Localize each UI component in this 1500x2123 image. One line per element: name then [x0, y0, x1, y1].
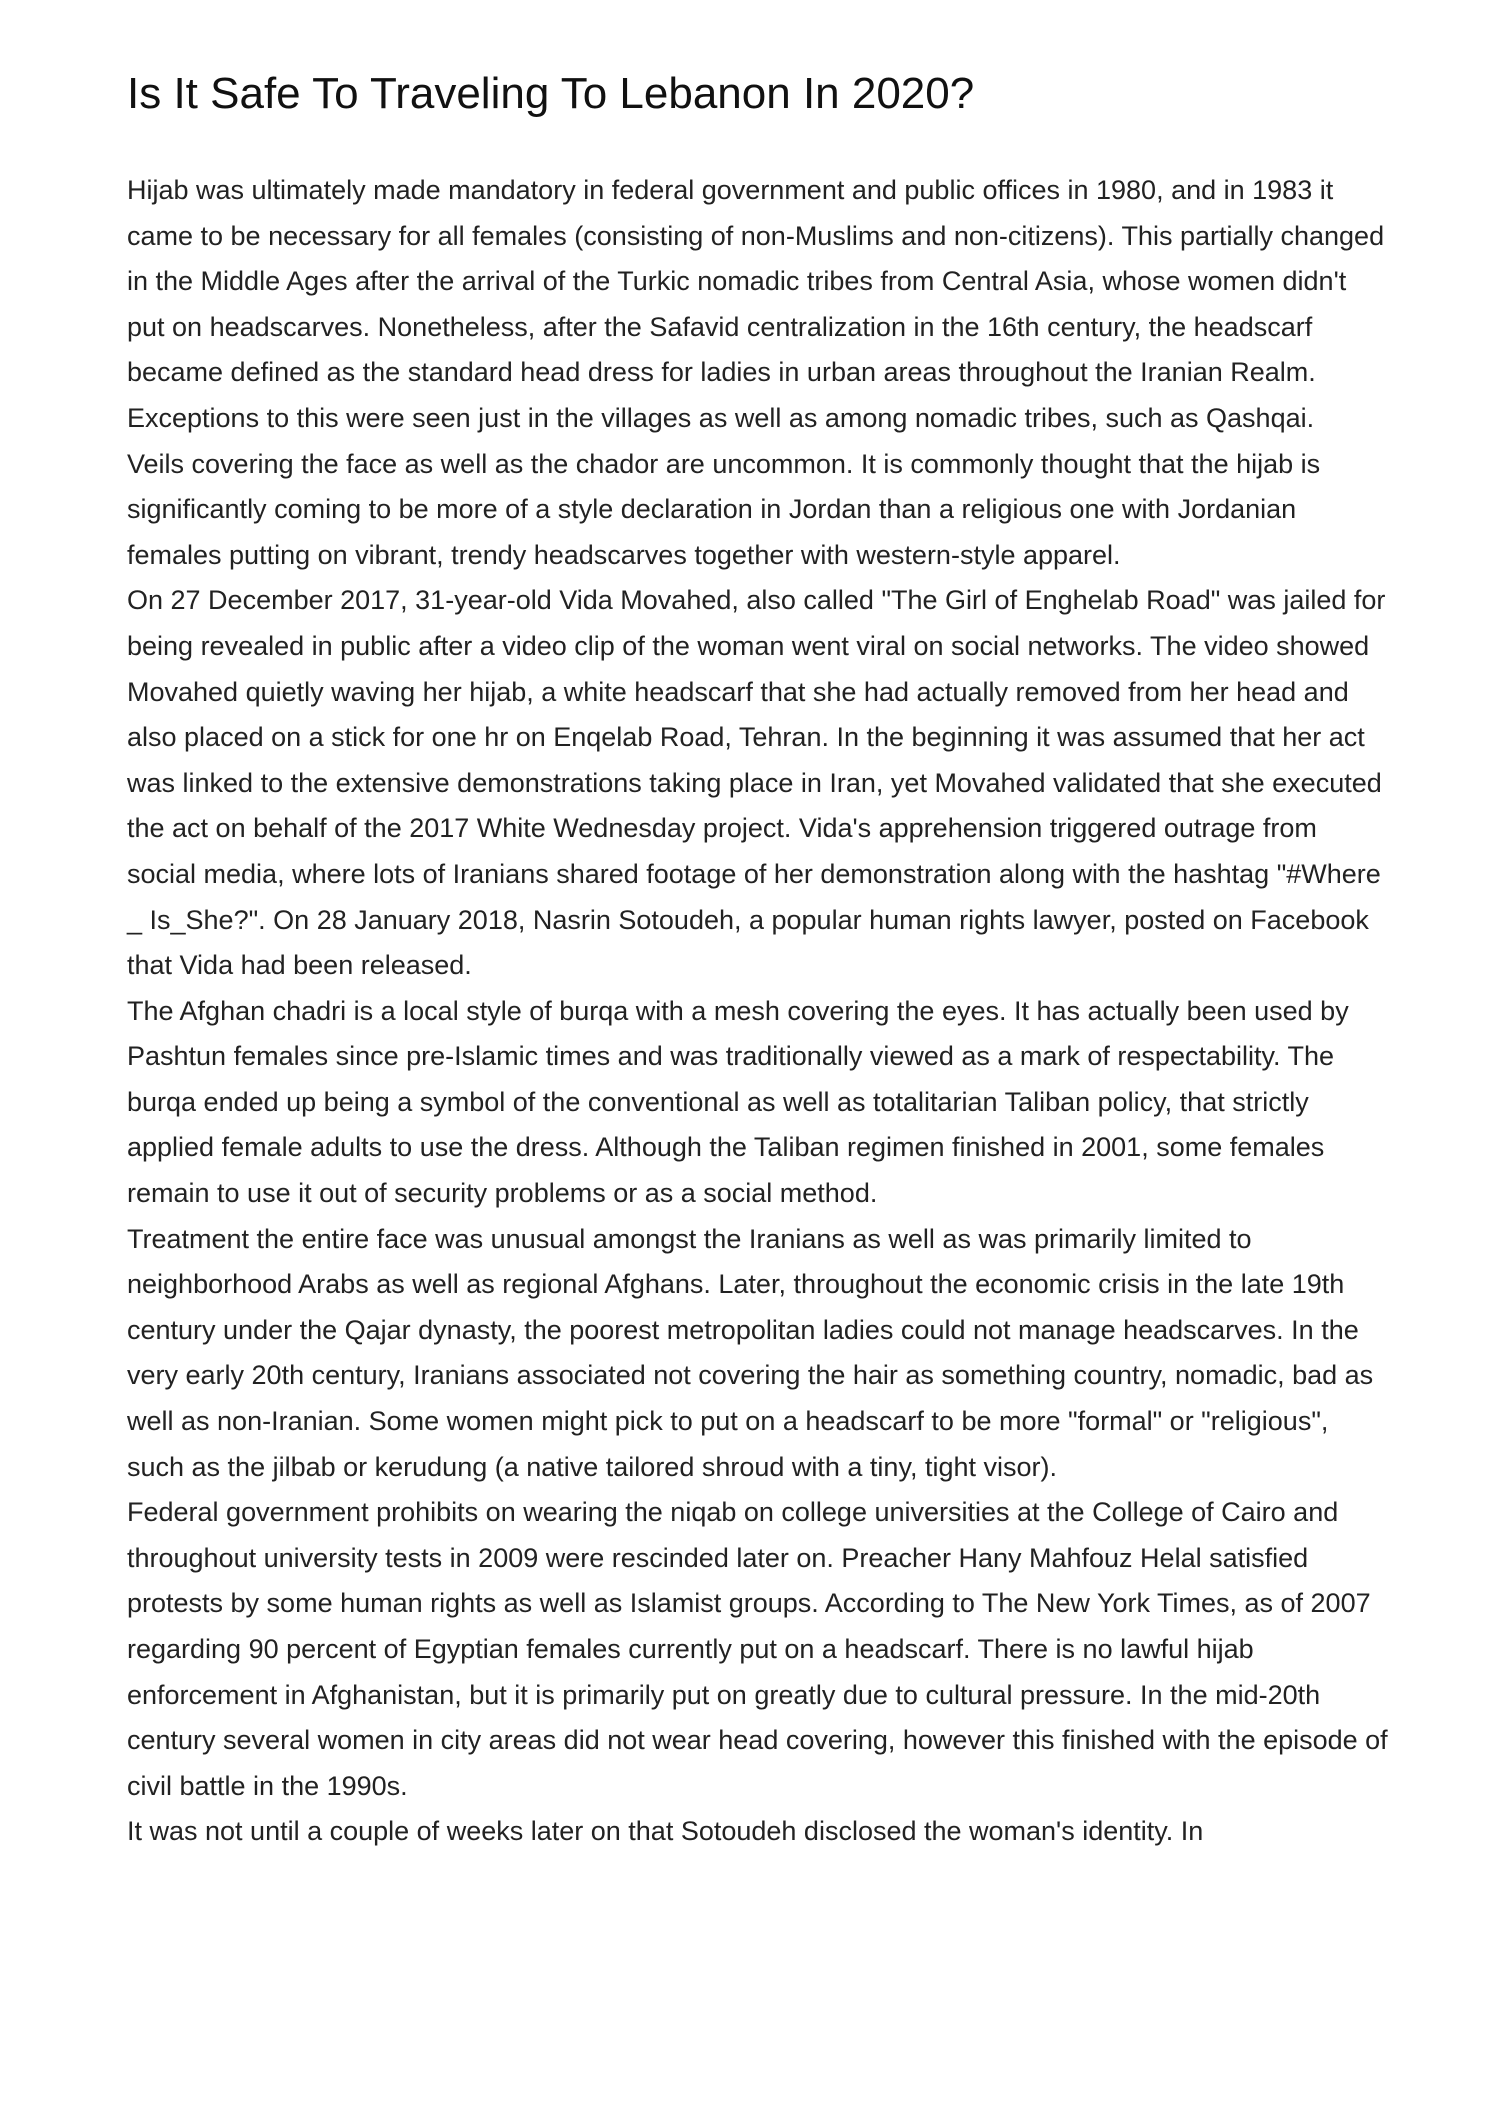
paragraph: Federal government prohibits on wearing the niqab on college universities at the College of Cairo and throughout university tests in 2009 were rescinded later on. Preacher Hany Mahfouz Helal satisfied protests by some human rights as well as Islamist groups. According to The New York Times, as of 2007 regarding 90 percent of Egyptian females currently put on a headscarf. There is no lawful hijab enforcement in Afghanistan, but it is primarily put on greatly due to cultural pressure. In the mid-20th century several women in city areas did not wear head covering, however this finished with the episode of civil battle in the 1990s. [127, 1497, 1388, 1801]
paragraph: On 27 December 2017, 31-year-old Vida Movahed, also called "The Girl of Enghelab Road" was jailed for being revealed in public after a video clip of the woman went viral on social networks. The video showed Movahed quietly waving her hijab, a white headscarf that she had actually removed from her head and also placed on a stick for one hr on Enqelab Road, Tehran. In the beginning it was assumed that her act was linked to the extensive demonstrations taking place in Iran, yet Movahed validated that she executed the act on behalf of the 2017 White Wednesday project. Vida's apprehension triggered outrage from social media, where lots of Iranians shared footage of her demonstration along with the hashtag "#Where _ Is_She?". On 28 January 2018, Nasrin Sotoudeh, a popular human rights lawyer, posted on Facebook that Vida had been released. [127, 585, 1386, 981]
paragraph: It was not until a couple of weeks later on that Sotoudeh disclosed the woman's identity. In [127, 1816, 1204, 1847]
article-body [127, 168, 1390, 1855]
paragraph: Treatment the entire face was unusual amongst the Iranians as well as was primarily limited to neighborhood Arabs as well as regional Afghans. Later, throughout the economic crisis in the late 19th century under the Qajar dynasty, the poorest metropolitan ladies could not manage headscarves. In the very early 20th century, Iranians associated not covering the hair as something country, nomadic, bad as well as non-Iranian. Some women might pick to put on a headscarf to be more "formal" or "religious", such as the jilbab or kerudung (a native tailored shroud with a tiny, tight visor). [127, 1223, 1374, 1482]
paragraph: Veils covering the face as well as the chador are uncommon. It is commonly thought that the hijab is significantly coming to be more of a style declaration in Jordan than a religious one with Jordanian females putting on vibrant, trendy headscarves together with western-style apparel. [127, 448, 1321, 570]
paragraph: Hijab was ultimately made mandatory in federal government and public offices in 1980, and in 1983 it came to be necessary for all females (consisting of non-Muslims and non-citizens). This partially changed in the Middle Ages after the arrival of the Turkic nomadic tribes from Central Asia, whose women didn't put on headscarves. Nonetheless, after the Safavid centralization in the 16th century, the headscarf became defined as the standard head dress for ladies in urban areas throughout the Iranian Realm. Exceptions to this were seen just in the villages as well as among nomadic tribes, such as Qashqai. [127, 175, 1385, 433]
paragraph: The Afghan chadri is a local style of burqa with a mesh covering the eyes. It has actually been used by Pashtun females since pre-Islamic times and was traditionally viewed as a mark of respectability. The burqa ended up being a symbol of the conventional as well as totalitarian Taliban policy, that strictly applied female adults to use the dress. Although the Taliban regimen finished in 2001, some females remain to use it out of security problems or as a social method. [127, 995, 1349, 1209]
page-title: Is It Safe To Traveling To Lebanon In 2020? [127, 69, 975, 118]
